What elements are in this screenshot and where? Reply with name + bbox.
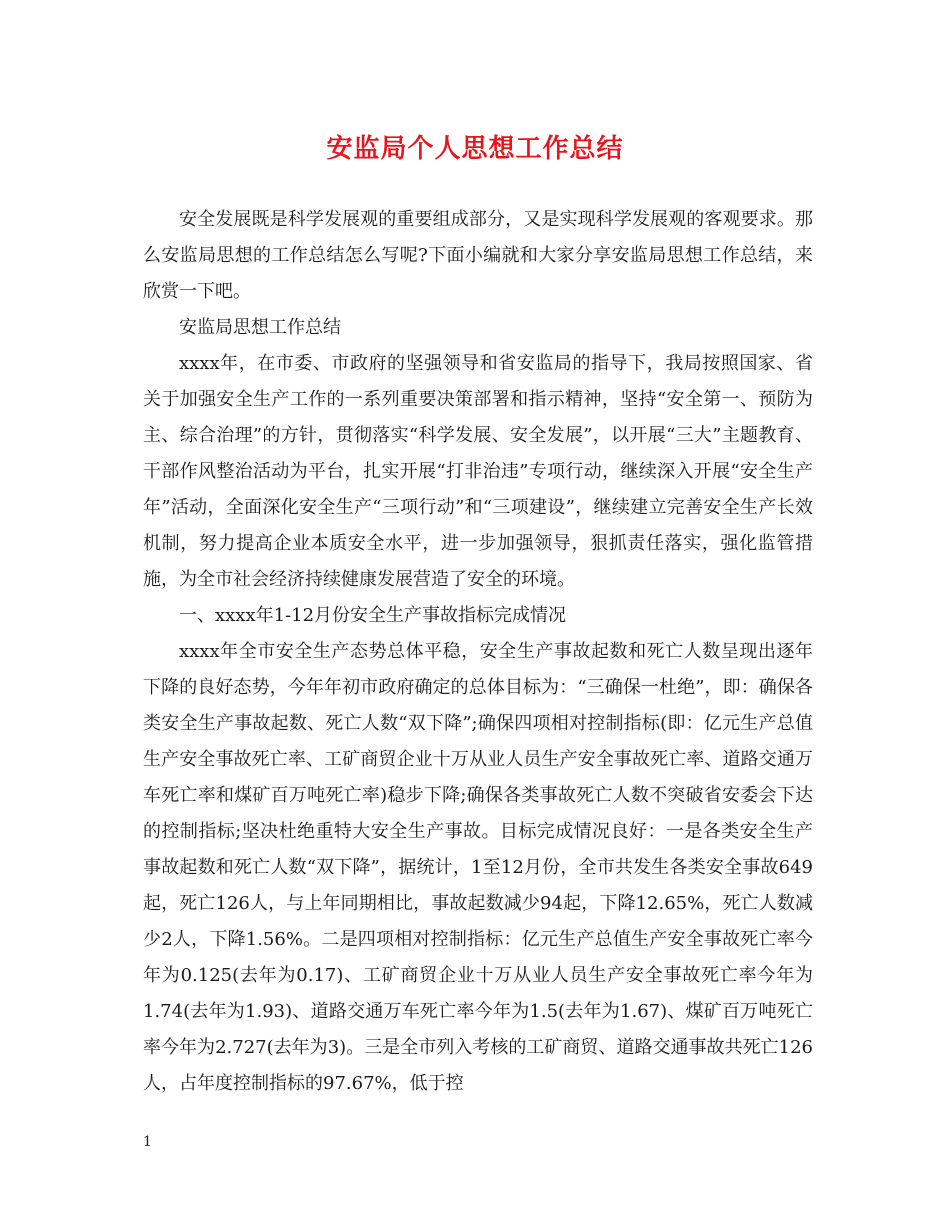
paragraph-section-1: xxxx年全市安全生产态势总体平稳，安全生产事故起数和死亡人数呈现出逐年下降的良好态势，今年年初市政府确定的总体目标为：“三确保一杜绝”，即：确保各类安全生产事故起数、死亡人数“双下降”;确保四项相对控制指标(即：亿元生产总值生产安全事故死亡率、工矿商贸企业十万从业人员生产安全事故死亡率、道路交通万车死亡率和煤矿百万吨死亡率)稳步下降;确保各类事故死亡人数不突破省安委会下达的控制指标;坚决杜绝重特大安全生产事故。目标完成情况良好：一是各类安全生产事故起数和死亡人数“双下降”，据统计，1至12月份，全市共发生各类安全事故649起，死亡126人，与上年同期相比，事故起数减少94起，下降12.65%，死亡人数减少2人，下降1.56%。二是四项相对控制指标：亿元生产总值生产安全事故死亡率今年为0.125(去年为0.17)、工矿商贸企业十万从业人员生产安全事故死亡率今年为1.74(去年为1.93)、道路交通万车死亡率今年为1.5(去年为1.67)、煤矿百万吨死亡率今年为2.727(去年为3)。三是全市列入考核的工矿商贸、道路交通事故共死亡126人，占年度控制指标的97.67%，低于控 — [143, 641, 813, 1094]
paragraph-intro: 安全发展既是科学发展观的重要组成部分，又是实现科学发展观的客观要求。那么安监局思想的工作总结怎么写呢?下面小编就和大家分享安监局思想工作总结，来欣赏一下吧。 — [143, 209, 813, 302]
paragraph-summary: xxxx年，在市委、市政府的坚强领导和省安监局的指导下，我局按照国家、省关于加强安全生产工作的一系列重要决策部署和指示精神，坚持“安全第一、预防为主、综合治理”的方针，贯彻落实“科学发展、安全发展”，以开展“三大”主题教育、干部作风整治活动为平台，扎实开展“打非治违”专项行动，继续深入开展“安全生产年”活动，全面深化安全生产“三项行动”和“三项建设”，继续建立完善安全生产长效机制，努力提高企业本质安全水平，进一步加强领导，狠抓责任落实，强化监管措施，为全市社会经济持续健康发展营造了安全的环境。 — [143, 353, 813, 590]
section-heading-1: 一、xxxx年1-12月份安全生产事故指标完成情况 — [179, 605, 567, 626]
paragraph-subtitle: 安监局思想工作总结 — [179, 317, 341, 338]
page-number: 1 — [143, 1134, 152, 1150]
document-body — [143, 202, 813, 1102]
document-title: 安监局个人思想工作总结 — [326, 134, 624, 164]
